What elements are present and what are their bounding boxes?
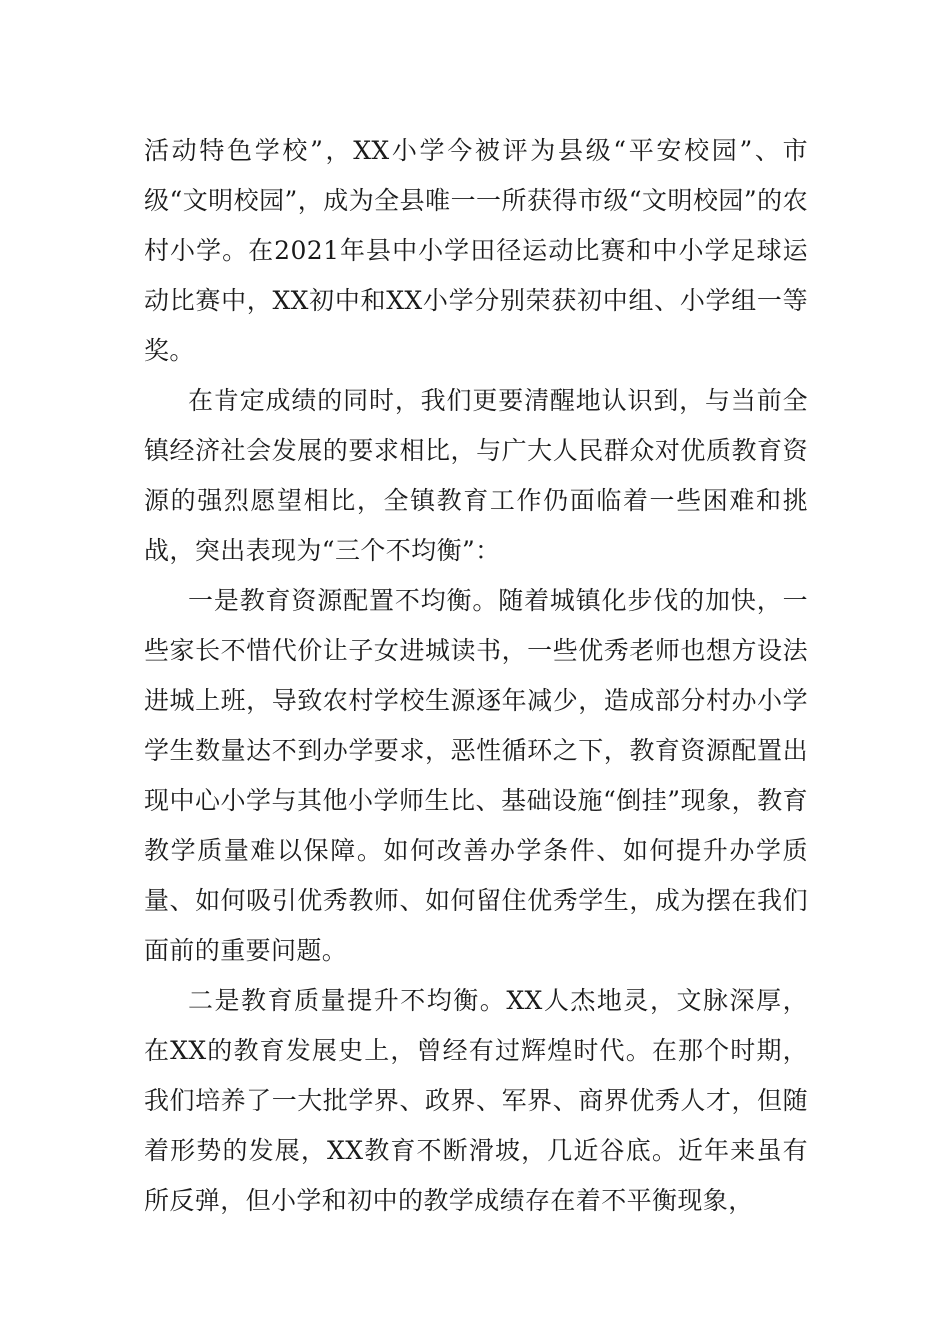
paragraph-achievements-continued: 活动特色学校”，XX小学今被评为县级“平安校园”、市级“文明校园”，成为全县唯一一所获得市级“文明校园”的农村小学。在2021年县中小学田径运动比赛和中小学足球运动比赛中，XX初中和XX小学分别荣获初中组、小学组一等奖。	[144, 136, 808, 365]
document-body	[144, 126, 808, 1226]
paragraph-quality-imbalance: 二是教育质量提升不均衡。XX人杰地灵，文脉深厚，在XX的教育发展史上，曾经有过辉煌时代。在那个时期，我们培养了一大批学界、政界、军界、商界优秀人才，但随着形势的发展，XX教育不断滑坡，几近谷底。近年来虽有所反弹，但小学和初中的教学成绩存在着不平衡现象，	[144, 986, 808, 1215]
paragraph-resource-imbalance: 一是教育资源配置不均衡。随着城镇化步伐的加快，一些家长不惜代价让子女进城读书，一些优秀老师也想方设法进城上班，导致农村学校生源逐年减少，造成部分村办小学学生数量达不到办学要求，恶性循环之下，教育资源配置出现中心小学与其他小学师生比、基础设施“倒挂”现象，教育教学质量难以保障。如何改善办学条件、如何提升办学质量、如何吸引优秀教师、如何留住优秀学生，成为摆在我们面前的重要问题。	[144, 586, 808, 965]
paragraph-challenges-intro: 在肯定成绩的同时，我们更要清醒地认识到，与当前全镇经济社会发展的要求相比，与广大人民群众对优质教育资源的强烈愿望相比，全镇教育工作仍面临着一些困难和挑战，突出表现为“三个不均衡”：	[144, 386, 808, 565]
